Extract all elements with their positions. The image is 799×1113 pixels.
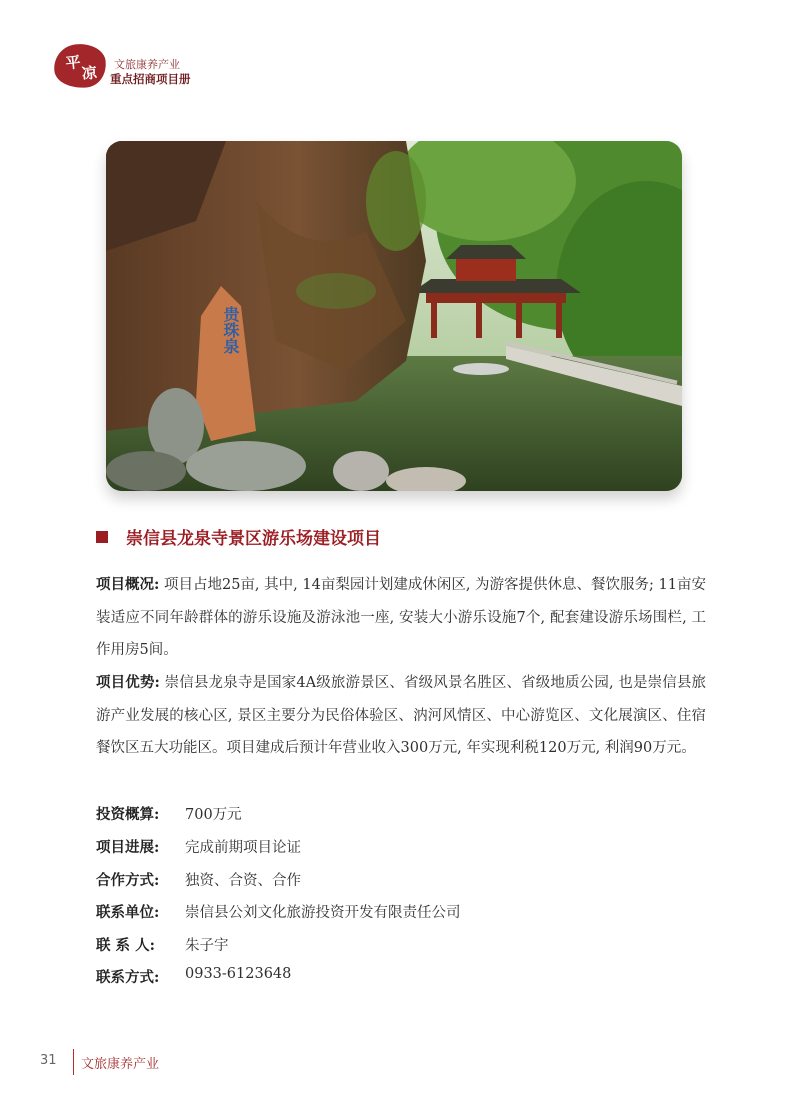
detail-value: 700万元 bbox=[185, 807, 242, 823]
overview-paragraph bbox=[96, 569, 706, 667]
logo-subtitle: 文旅康养产业 bbox=[114, 58, 180, 71]
detail-value: 独资、合资、合作 bbox=[185, 873, 301, 889]
advantage-label: 项目优势: bbox=[96, 674, 160, 691]
detail-label: 联系单位: bbox=[96, 904, 160, 921]
stone-inscription: 贵珠泉 bbox=[221, 306, 240, 354]
logo-title: 重点招商项目册 bbox=[110, 72, 191, 86]
advantage-paragraph bbox=[96, 667, 706, 765]
detail-value: 崇信县公刘文化旅游投资开发有限责任公司 bbox=[185, 905, 461, 921]
detail-label: 合作方式: bbox=[96, 872, 160, 889]
title-marker bbox=[96, 531, 108, 543]
scenic-photo bbox=[106, 141, 682, 491]
logo-seal bbox=[52, 41, 108, 90]
detail-label: 联系方式: bbox=[96, 969, 160, 986]
detail-label: 联 系 人: bbox=[96, 937, 155, 954]
page-number: 31 bbox=[40, 1053, 57, 1068]
footer-section-name: 文旅康养产业 bbox=[81, 1057, 160, 1072]
detail-label: 项目进展: bbox=[96, 839, 160, 856]
advantage-text: 崇信县龙泉寺是国家4A级旅游景区、省级风景名胜区、省级地质公园, 也是崇信县旅游产业发展的核心区, 景区主要分为民俗体验区、汭河风情区、中心游览区、文化展演区、住宿餐饮区五大功能区。项目建成后预计年营业收入300万元, 年实现利税120万元, 利润90万元。 bbox=[96, 675, 706, 756]
detail-label: 投资概算: bbox=[96, 806, 160, 823]
project-title: 崇信县龙泉寺景区游乐场建设项目 bbox=[126, 529, 381, 549]
logo-seal-char: 平 bbox=[64, 52, 82, 73]
logo-seal-char: 凉 bbox=[80, 63, 98, 83]
header-logo bbox=[54, 44, 204, 94]
detail-value: 完成前期项目论证 bbox=[185, 840, 301, 856]
detail-value: 朱子宇 bbox=[185, 938, 229, 954]
overview-label: 项目概况: bbox=[96, 576, 160, 593]
detail-value: 0933-6123648 bbox=[185, 966, 292, 982]
footer-divider bbox=[73, 1049, 74, 1075]
overview-text: 项目占地25亩, 其中, 14亩梨园计划建成休闲区, 为游客提供休息、餐饮服务; 11亩安装适应不同年龄群体的游乐设施及游泳池一座, 安装大小游乐设施7个, 配套建设游乐场围栏, 工作用房5间。 bbox=[96, 577, 706, 658]
